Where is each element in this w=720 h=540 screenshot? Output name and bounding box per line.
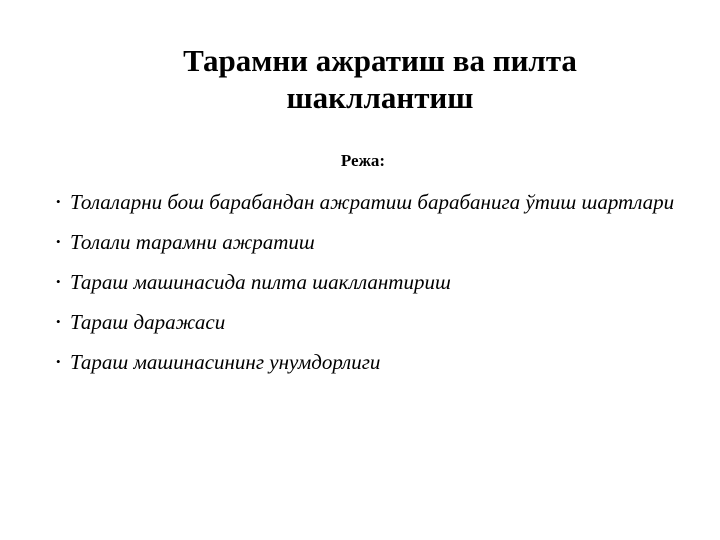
plan-list-item-text: Толали тарамни ажратиш xyxy=(70,230,315,254)
plan-list-item-text: Тараш машинасининг унумдорлиги xyxy=(70,350,381,374)
slide-title: Тарамни ажратиш ва пилта шакллантиш xyxy=(183,43,577,115)
plan-list-item xyxy=(55,307,675,337)
plan-list-item xyxy=(55,227,675,257)
bullet-icon: • xyxy=(56,194,61,209)
plan-list-item-text: Толаларни бош барабандан ажратиш барабанига ўтиш шартлари xyxy=(70,190,675,214)
bullet-icon: • xyxy=(56,234,61,249)
plan-list-item-text: Тараш машинасида пилта шакллантириш xyxy=(70,270,451,294)
plan-list-item-text: Тараш даражаси xyxy=(70,310,226,334)
plan-list xyxy=(55,187,675,387)
plan-list-item xyxy=(55,187,675,217)
plan-heading xyxy=(0,151,720,171)
plan-list-item xyxy=(55,267,675,297)
plan-list-item xyxy=(55,347,675,377)
bullet-icon: • xyxy=(56,314,61,329)
plan-heading-text: Режа: xyxy=(340,151,386,170)
bullet-icon: • xyxy=(56,354,61,369)
bullet-icon: • xyxy=(56,274,61,289)
